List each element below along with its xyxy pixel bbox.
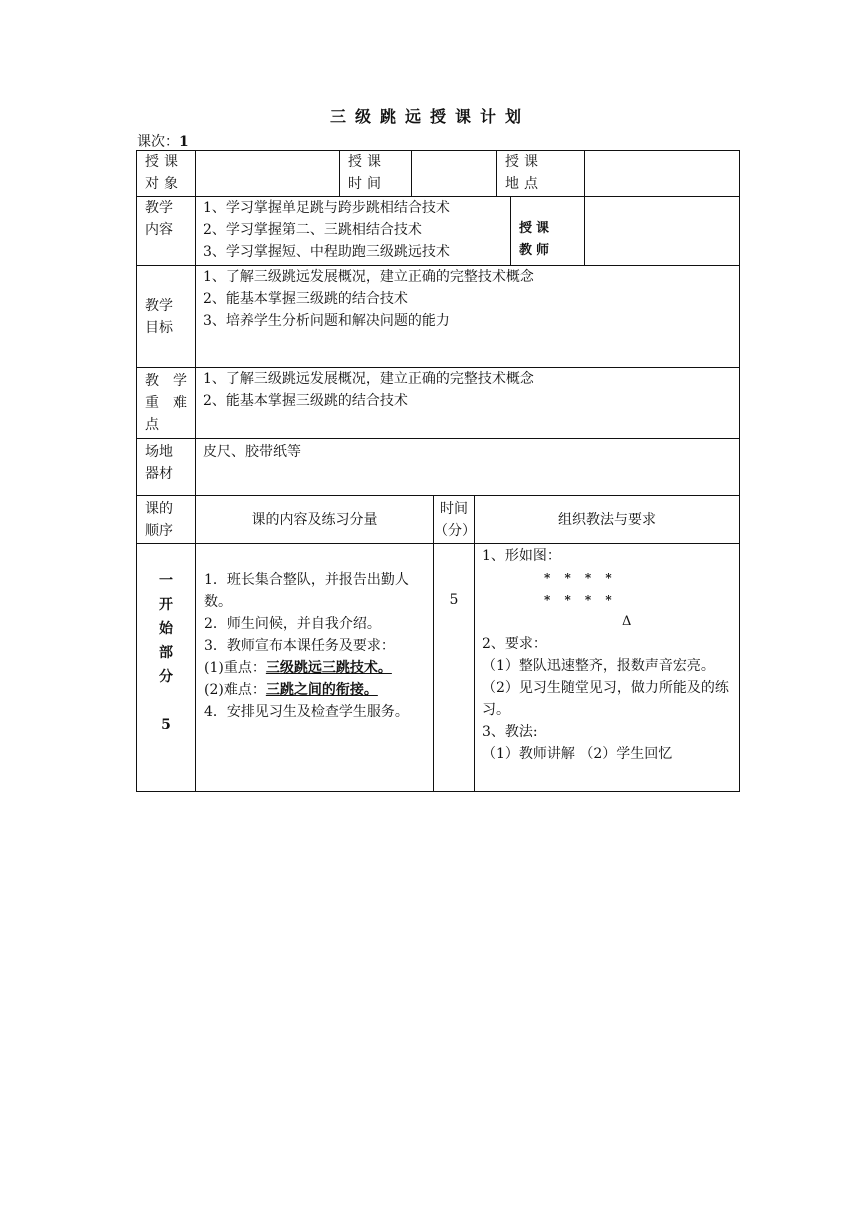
teacher-value xyxy=(585,197,740,266)
method-header: 组织教法与要求 xyxy=(475,496,740,544)
formation-row-2: * * * * xyxy=(544,593,617,607)
key-points-items xyxy=(196,368,740,439)
objectives-label: 教学 目标 xyxy=(137,266,196,368)
lesson-number xyxy=(137,131,189,151)
section1-line: 2．师生问候，并自我介绍。 xyxy=(204,616,381,632)
content-row xyxy=(137,197,740,266)
section1-line: 4．安排见习生及检查学生服务。 xyxy=(204,704,409,720)
equipment-label: 场地 器材 xyxy=(137,439,196,496)
objective-item: 1、了解三级跳远发展概况，建立正确的完整技术概念 xyxy=(203,269,534,285)
objective-item: 3、培养学生分析问题和解决问题的能力 xyxy=(203,313,450,329)
section1-time: 5 xyxy=(434,544,475,792)
content-item: 3、学习掌握短、中程助跑三级跳远技术 xyxy=(203,244,450,260)
key-text: 三级跳远三跳技术。 xyxy=(265,660,392,676)
place-label: 授课 地点 xyxy=(497,151,585,197)
content-items xyxy=(196,197,511,266)
teaching-method-title: 3、教法: xyxy=(482,724,538,740)
section1-content xyxy=(196,544,434,792)
section1-row xyxy=(137,544,740,792)
objectives-row xyxy=(137,266,740,368)
header-row xyxy=(137,151,740,197)
difficulty-line xyxy=(204,679,425,701)
content-item: 2、学习掌握第二、三跳相结合技术 xyxy=(203,222,422,238)
section1-label: 一 开 始 部 分 5 xyxy=(137,544,196,792)
time-value xyxy=(412,151,497,197)
lesson-number-value: 1 xyxy=(179,134,189,150)
time-header: 时间 （分） xyxy=(434,496,475,544)
key-point-line xyxy=(204,657,425,679)
formation-title: 1、形如图： xyxy=(482,548,561,564)
key-prefix: (1)重点： xyxy=(204,660,266,676)
section1-line: 1．班长集合整队，并报告出勤人数。 xyxy=(204,572,409,610)
section1-line: 3．教师宣布本课任务及要求： xyxy=(204,638,395,654)
time-label: 授课 时间 xyxy=(340,151,412,197)
formation-row-1: * * * * xyxy=(544,571,617,585)
content-item: 1、学习掌握单足跳与跨步跳相结合技术 xyxy=(203,200,450,216)
diff-text: 三跳之间的衔接。 xyxy=(265,682,378,698)
section1-method xyxy=(475,544,740,792)
place-value xyxy=(585,151,740,197)
page-title: 三级跳远授课计划 xyxy=(329,107,530,126)
diff-prefix: (2)难点： xyxy=(204,682,266,698)
object-value xyxy=(196,151,340,197)
requirements-title: 2、要求： xyxy=(482,636,547,652)
equipment-row xyxy=(137,439,740,496)
lesson-plan-table xyxy=(136,150,740,792)
order-header: 课的 顺序 xyxy=(137,496,196,544)
teaching-method-item: （1）教师讲解 （2）学生回忆 xyxy=(482,746,673,762)
key-point-item: 1、了解三级跳远发展概况，建立正确的完整技术概念 xyxy=(203,371,534,387)
objective-item: 2、能基本掌握三级跳的结合技术 xyxy=(203,291,408,307)
object-label: 授课 对象 xyxy=(137,151,196,197)
teacher-label: 授课 教师 xyxy=(511,197,585,266)
key-points-label: 教 学 重 难 点 xyxy=(137,368,196,439)
content-header: 课的内容及练习分量 xyxy=(196,496,434,544)
table-head-row xyxy=(137,496,740,544)
lesson-number-label: 课次： xyxy=(137,134,179,150)
requirement-item: （2）见习生随堂见习，做力所能及的练习。 xyxy=(482,680,729,718)
equipment-value: 皮尺、胶带纸等 xyxy=(196,439,740,496)
key-point-item: 2、能基本掌握三级跳的结合技术 xyxy=(203,393,408,409)
key-points-row xyxy=(137,368,740,439)
teacher-position-icon: Δ xyxy=(622,614,632,629)
content-label: 教学 内容 xyxy=(137,197,196,266)
objectives-items xyxy=(196,266,740,368)
requirement-item: （1）整队迅速整齐，报数声音宏亮。 xyxy=(482,658,715,674)
